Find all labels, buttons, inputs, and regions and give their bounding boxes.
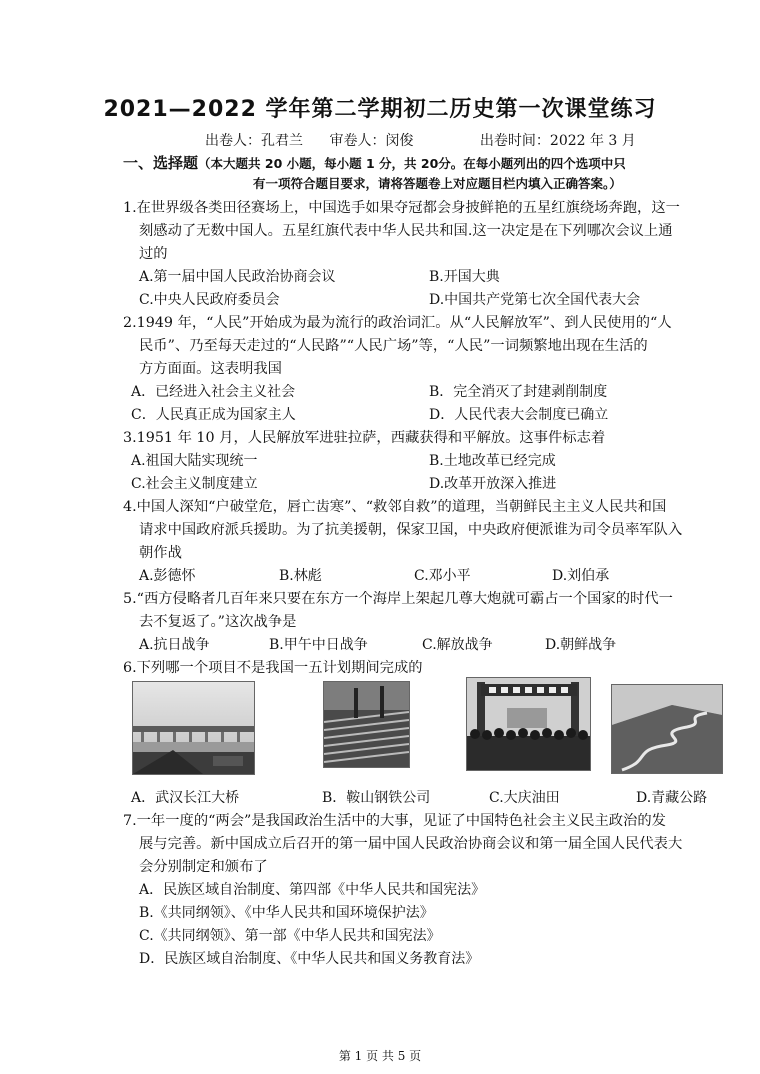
q5-option-c: C.解放战争	[422, 637, 493, 653]
qinghai-tibet-road-photo	[611, 684, 723, 774]
section-instructions-2: 有一项符合题目要求，请将答题卷上对应题目栏内填入正确答案。）	[253, 176, 622, 191]
q4-line-3: 朝作战	[139, 545, 182, 561]
q3-option-c: C.社会主义制度建立	[131, 476, 258, 492]
q2-line-1: 2.1949 年，“人民”开始成为最为流行的政治词汇。从“人民解放军”、到人民使用的“人	[123, 315, 672, 331]
section-heading: 一、选择题	[123, 154, 199, 172]
anshan-steel-photo	[323, 681, 410, 768]
q7-line-2: 展与完善。新中国成立后召开的第一届中国人民政治协商会议和第一届全国人民代表大	[139, 836, 683, 852]
q5-option-d: D.朝鲜战争	[545, 637, 617, 653]
q2-line-2: 民币”、乃至每天走过的“人民路”“人民广场”等，“人民”一词频繁地出现在生活的	[139, 338, 648, 354]
reviewer: 审卷人：闵俊	[329, 133, 414, 149]
q1-option-a: A.第一届中国人民政治协商会议	[139, 269, 336, 285]
q7-line-3: 会分别制定和颁布了	[139, 859, 268, 875]
q1-line-2: 刻感动了无数中国人。五星红旗代表中华人民共和国.这一决定是在下列哪次会议上通	[139, 223, 673, 239]
q6-option-a: A．武汉长江大桥	[131, 790, 240, 806]
q4-option-c: C.邓小平	[414, 568, 471, 584]
exam-meta	[205, 130, 636, 150]
exam-date: 出卷时间：2022 年 3 月	[479, 133, 636, 149]
q2-option-a: A．已经进入社会主义社会	[131, 384, 296, 400]
q6-line-1: 6.下列哪一个项目不是我国一五计划期间完成的	[123, 660, 423, 676]
q3-option-a: A.祖国大陆实现统一	[131, 453, 258, 469]
q7-option-d: D．民族区域自治制度、《中华人民共和国义务教育法》	[139, 951, 480, 967]
q3-line-1: 3.1951 年 10 月，人民解放军进驻拉萨，西藏获得和平解放。这事件标志着	[123, 430, 606, 446]
road-image	[612, 685, 722, 773]
q7-option-a: A．民族区域自治制度、第四部《中华人民共和国宪法》	[139, 882, 486, 898]
q7-line-1: 7.一年一度的“两会”是我国政治生活中的大事，见证了中国特色社会主义民主政治的发	[123, 813, 666, 829]
page-title: 2021—2022 学年第二学期初二历史第一次课堂练习	[103, 97, 657, 122]
q5-option-b: B.甲午中日战争	[269, 637, 368, 653]
q5-line-2: 去不复返了。”这次战争是	[139, 614, 297, 630]
q1-option-d: D.中国共产党第七次全国代表大会	[429, 292, 641, 308]
q1-line-3: 过的	[139, 246, 168, 262]
q4-line-1: 4.中国人深知“户破堂危，唇亡齿寒”、“救邻自救”的道理，当朝鲜民主主义人民共和国	[123, 499, 667, 515]
q5-option-a: A.抗日战争	[139, 637, 210, 653]
setter: 出卷人：孔君兰	[205, 133, 303, 149]
q6-option-c: C.大庆油田	[489, 790, 560, 806]
q7-option-b: B.《共同纲领》、《中华人民共和国环境保护法》	[139, 905, 434, 921]
oilfield-image	[467, 678, 590, 770]
q6-option-b: B．鞍山钢铁公司	[322, 790, 431, 806]
q4-option-d: D.刘伯承	[552, 568, 610, 584]
q2-option-b: B．完全消灭了封建剥削制度	[429, 384, 608, 400]
bridge-image	[133, 682, 254, 774]
q4-option-b: B.林彪	[279, 568, 322, 584]
q1-line-1: 1.在世界级各类田径赛场上，中国选手如果夺冠都会身披鲜艳的五星红旗绕场奔跑，这一	[123, 200, 680, 216]
steel-image	[324, 682, 409, 767]
q3-option-b: B.土地改革已经完成	[429, 453, 556, 469]
q4-line-2: 请求中国政府派兵援助。为了抗美援朝，保家卫国，中央政府便派谁为司令员率军队入	[139, 522, 683, 538]
q2-line-3: 方方面面。这表明我国	[139, 361, 282, 377]
q2-option-c: C．人民真正成为国家主人	[131, 407, 296, 423]
daqing-oilfield-photo	[466, 677, 591, 771]
page-number: 第 1 页 共 5 页	[338, 1049, 422, 1063]
q1-option-b: B.开国大典	[429, 269, 500, 285]
q6-option-d: D.青藏公路	[636, 790, 708, 806]
q7-option-c: C.《共同纲领》、第一部《中华人民共和国宪法》	[139, 928, 441, 944]
q5-line-1: 5.“西方侵略者几百年来只要在东方一个海岸上架起几尊大炮就可霸占一个国家的时代一	[123, 591, 673, 607]
wuhan-bridge-photo	[132, 681, 255, 775]
q1-option-c: C.中央人民政府委员会	[139, 292, 280, 308]
q2-option-d: D．人民代表大会制度已确立	[429, 407, 609, 423]
q4-option-a: A.彭德怀	[139, 568, 196, 584]
q3-option-d: D.改革开放深入推进	[429, 476, 557, 492]
section-instructions-1: （本大题共 20 小题，每小题 1 分，共 20分。在每小题列出的四个选项中只	[198, 156, 626, 171]
